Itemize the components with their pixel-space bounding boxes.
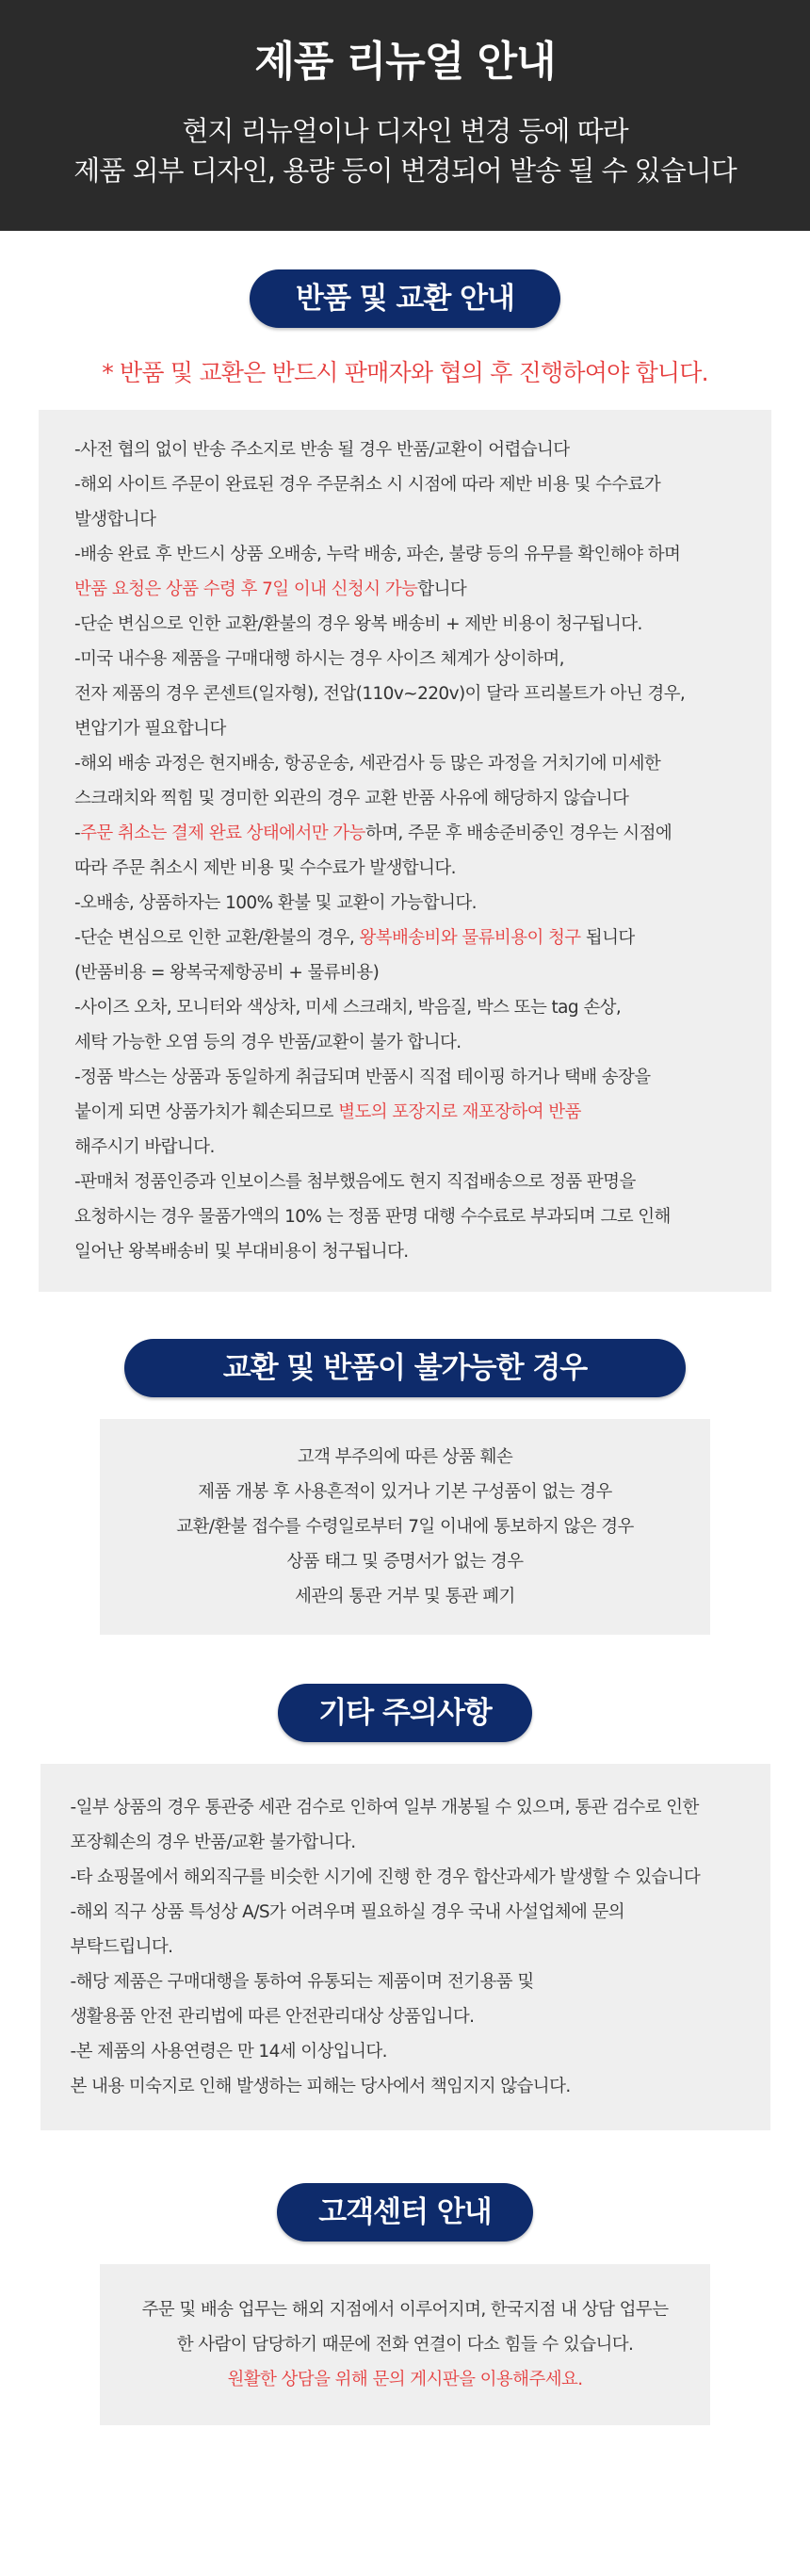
returns-rule-line xyxy=(74,816,771,851)
returns-rule-line: 발생합니다 xyxy=(74,510,156,530)
not-allowed-line: 고객 부주의에 따른 상품 훼손 xyxy=(297,1447,513,1467)
returns-notice: * 반품 및 교환은 반드시 판매자와 협의 후 진행하여야 합니다. xyxy=(102,359,708,386)
cs-box xyxy=(100,2264,710,2425)
cs-highlight-line: 원활한 상담을 위해 문의 게시판을 이용해주세요. xyxy=(227,2370,583,2389)
returns-rule-line: (반품비용 = 왕복국제항공비 + 물류비용) xyxy=(74,963,380,983)
not-allowed-line: 상품 태그 및 증명서가 없는 경우 xyxy=(286,1552,524,1572)
etc-line: 본 내용 미숙지로 인해 발생하는 피해는 당사에서 책임지지 않습니다. xyxy=(70,2077,571,2096)
not-allowed-line: 제품 개봉 후 사용흔적이 있거나 기본 구성품이 없는 경우 xyxy=(198,1482,612,1502)
etc-line: -해당 제품은 구매대행을 통하여 유통되는 제품이며 전기용품 및 xyxy=(70,1972,534,1992)
returns-rule-line-highlight: 왕복배송비와 물류비용이 청구 xyxy=(359,928,581,948)
returns-rule-line: 변압기가 필요합니다 xyxy=(74,719,226,739)
not-allowed-line: 세관의 통관 거부 및 통관 폐기 xyxy=(295,1587,515,1606)
returns-rule-line: -해외 사이트 주문이 완료된 경우 주문취소 시 시점에 따라 제반 비용 및 수수료가 xyxy=(74,475,661,495)
cs-title: 고객센터 안내 xyxy=(277,2183,533,2242)
cs-line: 주문 및 배송 업무는 해외 지점에서 이루어지며, 한국지점 내 상담 업무는 xyxy=(141,2300,669,2320)
etc-line: -일부 상품의 경우 통관중 세관 검수로 인하여 일부 개봉될 수 있으며, 통관 검수로 인한 xyxy=(70,1798,699,1818)
returns-rule-line: -단순 변심으로 인한 교환/환불의 경우 왕복 배송비 + 제반 비용이 청구됩니다. xyxy=(74,614,642,634)
returns-rule-line: -배송 완료 후 반드시 상품 오배송, 누락 배송, 파손, 불량 등의 유무를 확인해야 하며 xyxy=(74,545,681,564)
returns-rule-line: -정품 박스는 상품과 동일하게 취급되며 반품시 직접 테이핑 하거나 택배 송장을 xyxy=(74,1068,651,1087)
returns-rule-line-highlight: 반품 요청은 상품 수령 후 7일 이내 신청시 가능 xyxy=(74,579,418,599)
returns-rule-line: 전자 제품의 경우 콘센트(일자형), 전압(110v~220v)이 달라 프리볼트가 아닌 경우, xyxy=(74,684,686,704)
returns-rule-line: 세탁 가능한 오염 등의 경우 반품/교환이 불가 합니다. xyxy=(74,1033,462,1052)
not-allowed-section-header xyxy=(0,1339,810,1397)
etc-line: -본 제품의 사용연령은 만 14세 이상입니다. xyxy=(70,2042,387,2062)
etc-line: 포장훼손의 경우 반품/교환 불가합니다. xyxy=(70,1833,356,1852)
not-allowed-title: 교환 및 반품이 불가능한 경우 xyxy=(124,1339,686,1397)
returns-rule-line-highlight: 주문 취소는 결제 완료 상태에서만 가능 xyxy=(80,823,365,843)
returns-rule-line-text: -단순 변심으로 인한 교환/환불의 경우, xyxy=(74,928,360,948)
returns-rule-line: -판매처 정품인증과 인보이스를 첨부했음에도 현지 직접배송으로 정품 판명을 xyxy=(74,1172,636,1192)
returns-rule-line: 해주시기 바랍니다. xyxy=(74,1137,215,1157)
renewal-title: 제품 리뉴얼 안내 xyxy=(254,38,556,86)
returns-rule-line-text: 붙이게 되면 상품가치가 훼손되므로 xyxy=(74,1102,339,1122)
cs-section-header xyxy=(0,2183,810,2242)
returns-rule-line-text: - xyxy=(74,823,81,843)
returns-rule-line-text: 하며, 주문 후 배송준비중인 경우는 시점에 xyxy=(364,823,672,843)
returns-rule-line: -사이즈 오차, 모니터와 색상차, 미세 스크래치, 박음질, 박스 또는 tag 손상, xyxy=(74,998,622,1018)
etc-section-header xyxy=(0,1684,810,1742)
etc-title: 기타 주의사항 xyxy=(278,1684,532,1742)
etc-line: -타 쇼핑몰에서 해외직구를 비슷한 시기에 진행 한 경우 합산과세가 발생할 수 있습니다 xyxy=(70,1867,701,1887)
returns-rule-line xyxy=(74,572,771,607)
returns-rules-box xyxy=(39,410,771,1292)
renewal-subtitle xyxy=(0,111,810,190)
returns-rule-line: -오배송, 상품하자는 100% 환불 및 교환이 가능합니다. xyxy=(74,893,477,913)
returns-rule-line-text: 됩니다 xyxy=(580,928,635,948)
cs-line: 한 사람이 담당하기 때문에 전화 연결이 다소 힘들 수 있습니다. xyxy=(176,2335,634,2355)
renewal-header xyxy=(0,0,810,231)
renewal-subtitle-line: 현지 리뉴얼이나 디자인 변경 등에 따라 xyxy=(182,115,628,147)
etc-line: 생활용품 안전 관리법에 따른 안전관리대상 상품입니다. xyxy=(70,2007,475,2027)
bottom-spacer xyxy=(0,2425,810,2491)
etc-line: -해외 직구 상품 특성상 A/S가 어려우며 필요하실 경우 국내 사설업체에 문의 xyxy=(70,1902,625,1922)
returns-rule-line-text: 합니다 xyxy=(417,579,467,599)
returns-section-header xyxy=(0,269,810,328)
returns-rule-line: 일어난 왕복배송비 및 부대비용이 청구됩니다. xyxy=(74,1242,409,1262)
returns-rule-line: 스크래치와 찍힘 및 경미한 외관의 경우 교환 반품 사유에 해당하지 않습니다 xyxy=(74,789,629,808)
etc-line: 부탁드립니다. xyxy=(70,1937,173,1957)
returns-rule-line xyxy=(74,1095,771,1130)
returns-rule-line xyxy=(74,921,771,955)
returns-rule-line: -사전 협의 없이 반송 주소지로 반송 될 경우 반품/교환이 어렵습니다 xyxy=(74,440,570,460)
returns-rule-line: 따라 주문 취소시 제반 비용 및 수수료가 발생합니다. xyxy=(74,858,456,878)
etc-box xyxy=(40,1764,770,2130)
not-allowed-line: 교환/환불 접수를 수령일로부터 7일 이내에 통보하지 않은 경우 xyxy=(176,1517,634,1537)
returns-rule-line-highlight: 별도의 포장지로 재포장하여 반품 xyxy=(338,1102,581,1122)
not-allowed-box xyxy=(100,1419,710,1635)
renewal-subtitle-line: 제품 외부 디자인, 용량 등이 변경되어 발송 될 수 있습니다 xyxy=(73,155,737,187)
returns-title: 반품 및 교환 안내 xyxy=(250,269,560,328)
returns-rule-line: 요청하시는 경우 물품가액의 10% 는 정품 판명 대행 수수료로 부과되며 그로 인해 xyxy=(74,1207,671,1227)
returns-rule-line: -해외 배송 과정은 현지배송, 항공운송, 세관검사 등 많은 과정을 거치기에 미세한 xyxy=(74,754,661,774)
returns-rule-line: -미국 내수용 제품을 구매대행 하시는 경우 사이즈 체계가 상이하며, xyxy=(74,649,564,669)
